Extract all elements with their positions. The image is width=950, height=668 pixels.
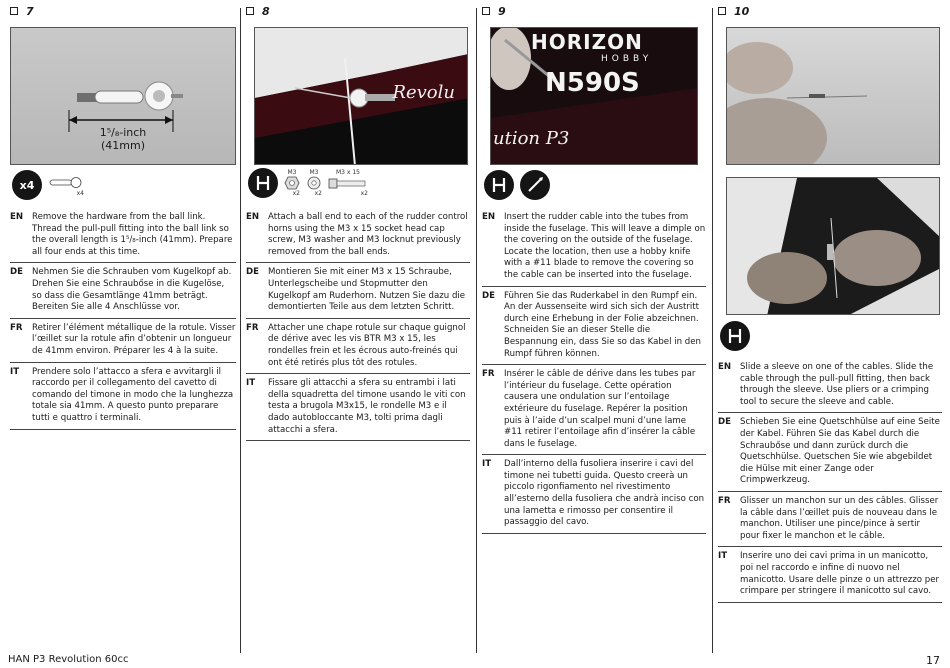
step-number: 7 bbox=[26, 4, 34, 18]
quantity-badge: x4 bbox=[12, 170, 42, 200]
checkbox-icon[interactable] bbox=[482, 7, 490, 15]
hex-key-icon bbox=[248, 168, 278, 198]
step-8 bbox=[244, 0, 472, 650]
locknut-part: M3 x2 bbox=[284, 169, 300, 197]
step-photo bbox=[726, 27, 940, 165]
instruction-en: EN Insert the rudder cable into the tubes from inside the fuselage. This will leave a dimple on the covering on the outside of the fuselage. Locate the location, then use a hobby knife with a #11 blade to remove the covering so the cable can be inserted into the fuselage. bbox=[482, 210, 706, 287]
washer-icon bbox=[306, 176, 322, 190]
ball-link-icon bbox=[48, 174, 84, 190]
hex-key-icon bbox=[484, 170, 514, 200]
step-number: 9 bbox=[498, 4, 506, 18]
instruction-it: IT Inserire uno dei cavi prima in un manicotto, poi nel raccordo e infine di nuovo nel manicotto. Usare delle pinze o un attrezzo per crimpare per stringere il manicotto sul cavo. bbox=[718, 549, 942, 602]
instructions bbox=[718, 360, 942, 605]
decal-text: HOBBY bbox=[601, 54, 653, 64]
instruction-en: EN Slide a sleeve on one of the cables. Slide the cable through the pull-pull fitting, then back through the sleeve. Use pliers or a crimping tool to secure the sleeve and cable. bbox=[718, 360, 942, 413]
dimension-label: (41mm) bbox=[100, 139, 145, 152]
step-7 bbox=[8, 0, 236, 650]
instruction-fr: FR Insérer le câble de dérive dans les tubes par l’intérieur du fuselage. Cette opération causera une ondulation sur l’entoilage extérieure du fuselage. Repérer la position puis à l’aide d’un scalpel muni d’une lame #11 retirer l’entoilage afin d’insérer la câble dans le fuselage. bbox=[482, 367, 706, 455]
washer-part: M3 x2 bbox=[306, 169, 322, 197]
instructions bbox=[246, 210, 470, 443]
column-divider bbox=[476, 8, 477, 653]
dimension-label: 1⁵/₈-inch bbox=[99, 126, 147, 139]
instruction-en: EN Remove the hardware from the ball link. Thread the pull-pull fitting into the ball link so the overall length is 1⁵/₈-inch (41mm). Prepare all four ends at this time. bbox=[10, 210, 236, 263]
instruction-it: IT Prendere solo l’attacco a sfera e avvitargli il raccordo per il collegamento del cavetto di comando del timone in modo che la lunghezza totale sia 41mm. A questo punto preparare tutti e quattro i terminali. bbox=[10, 365, 236, 430]
step-photo bbox=[254, 27, 468, 165]
ball-link-part bbox=[48, 174, 84, 197]
page-number: 17 bbox=[926, 654, 940, 667]
instruction-fr: FR Retirer l’élément métallique de la rotule. Visser l’œillet sur la rotule afin d’obtenir un longueur de 41mm environ. Préparer les 4 à la suite. bbox=[10, 321, 236, 363]
decal-text: N590S bbox=[545, 68, 640, 98]
instructions bbox=[482, 210, 706, 536]
instruction-de: DE Montieren Sie mit einer M3 x 15 Schraube, Unterlegscheibe und Stopmutter den Kugelkopf am Ruderhorn. Nutzen Sie dazu die demontierten Teile aus dem letzten Schritt. bbox=[246, 265, 470, 318]
part-qty: x4 bbox=[76, 189, 84, 197]
footer-title: HAN P3 Revolution 60cc bbox=[8, 654, 129, 665]
decal-text: Revolu bbox=[392, 82, 455, 103]
crimp-illustration bbox=[727, 178, 940, 315]
step-header bbox=[716, 0, 944, 22]
step-10 bbox=[716, 0, 944, 650]
step-photo bbox=[490, 27, 698, 165]
column-divider bbox=[240, 8, 241, 653]
step-header bbox=[244, 0, 472, 22]
step-header bbox=[8, 0, 236, 22]
checkbox-icon[interactable] bbox=[246, 7, 254, 15]
screw-icon bbox=[328, 176, 368, 190]
decal-text: HORIZON bbox=[531, 30, 643, 54]
hardware-icons bbox=[248, 168, 368, 198]
instruction-fr: FR Attacher une chape rotule sur chaque guignol de dérive avec les vis BTR M3 x 15, les rondelles frein et les écrous auto-freinés qui ont été retirés plus tôt des rotules. bbox=[246, 321, 470, 374]
step-9 bbox=[480, 0, 708, 650]
tool-icons bbox=[484, 170, 550, 200]
checkbox-icon[interactable] bbox=[718, 7, 726, 15]
instructions bbox=[10, 210, 236, 432]
column-divider bbox=[712, 8, 713, 653]
instruction-it: IT Fissare gli attacchi a sfera su entrambi i lati della squadretta del timone usando le viti con testa a brugola M3x15, le rondelle M3 e il dado autobloccante M3, tolti prima dagli attacchi a sfera. bbox=[246, 376, 470, 441]
instruction-en: EN Attach a ball end to each of the rudder control horns using the M3 x 15 socket head cap screw, M3 washer and M3 locknut previously removed from the ball ends. bbox=[246, 210, 470, 263]
step-number: 10 bbox=[734, 4, 750, 18]
screw-part: M3 x 15 x2 bbox=[328, 169, 368, 197]
step-photo bbox=[726, 177, 940, 315]
sleeve-illustration bbox=[727, 28, 940, 165]
checkbox-icon[interactable] bbox=[10, 7, 18, 15]
tool-icons bbox=[720, 321, 750, 351]
instruction-fr: FR Glisser un manchon sur un des câbles. Glisser la câble dans l’œillet puis de nouveau dans le manchon. Utiliser une pince/pince à sertir pour fixer le manchon et le câble. bbox=[718, 494, 942, 547]
decal-text: ution P3 bbox=[493, 128, 570, 149]
step-photo bbox=[10, 27, 236, 165]
instruction-de: DE Führen Sie das Ruderkabel in den Rumpf ein. An der Aussenseite wird sich sich der Austritt durch eine Erhebung in der Folie abzeichnen. Schneiden Sie an dieser Stelle die Bespannung ein, dass Sie so das Kabel in den Rumpf führen können. bbox=[482, 289, 706, 366]
hex-key-icon bbox=[720, 321, 750, 351]
locknut-icon bbox=[284, 176, 300, 190]
hobby-knife-icon bbox=[520, 170, 550, 200]
step-number: 8 bbox=[262, 4, 270, 18]
instruction-de: DE Schieben Sie eine Quetschhülse auf eine Seite der Kabel. Führen Sie das Kabel durch die Schraubőse und dann zurück durch die Quetschhülse. Quetschen Sie wie abgebildet die Hülse mit einer Zange oder Crimpwerkzeug. bbox=[718, 415, 942, 492]
step-header bbox=[480, 0, 708, 22]
instruction-de: DE Nehmen Sie die Schrauben vom Kugelkopf ab. Drehen Sie eine Schraubőse in die Kugelöse, so dass die Gesamtlänge 41mm beträgt. Bereiten Sie alle 4 Anschlüsse vor. bbox=[10, 265, 236, 318]
hardware-icons bbox=[12, 170, 84, 200]
instruction-it: IT Dall’interno della fusoliera inserire i cavi del timone nei tubetti guida. Questo creerà un piccolo rigonfiamento nel rivestimento all’esterno della fusoliera che andrà inciso con una lametta e rimosso per consentire il passaggio del cavo. bbox=[482, 457, 706, 534]
